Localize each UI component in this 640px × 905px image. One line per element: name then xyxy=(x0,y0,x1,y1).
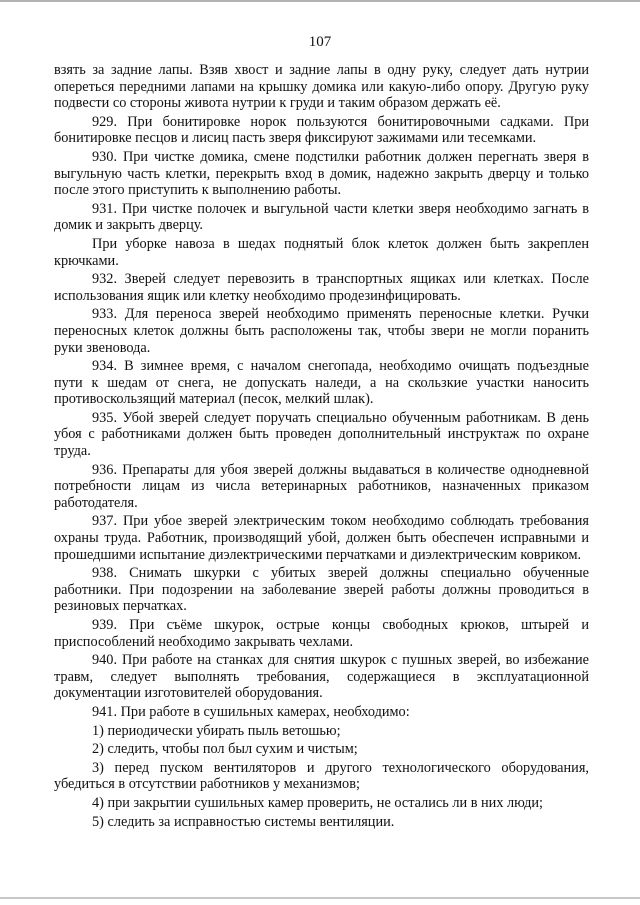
document-body xyxy=(54,62,589,832)
paragraph-932: 932. Зверей следует перевозить в транспортных ящиках или клетках. После использования ящик или клетку необходимо продезинфицировать. xyxy=(54,271,589,304)
paragraph-941: 941. При работе в сушильных камерах, необходимо: xyxy=(92,703,410,720)
paragraph-931: 931. При чистке полочек и выгульной части клетки зверя необходимо загнать в домик и закрыть дверцу. xyxy=(54,200,589,234)
paragraph-929: 929. При бонитировке норок пользуются бонитировочными садками. При бонитировке песцов и лисиц пасть зверя фиксируют зажимами или тесемками. xyxy=(54,113,589,147)
list-item-1: 1) периодически убирать пыль ветошью; xyxy=(92,722,341,739)
scan-edge-bottom xyxy=(0,897,640,899)
paragraph-930: 930. При чистке домика, смене подстилки работник должен перегнать зверя в выгульную часть клетки, перекрыть вход в домик, надежно закрыть дверцу и только после этого приступить к выполнению работы. xyxy=(54,148,589,199)
list-item-5: 5) следить за исправностью системы вентиляции. xyxy=(92,813,395,830)
paragraph-938: 938. Снимать шкурки с убитых зверей должны специально обученные работники. При подозрении на заболевание зверей работы должны проводиться в резиновых перчатках. xyxy=(54,565,589,615)
paragraph-936: 936. Препараты для убоя зверей должны выдаваться в количестве однодневной потребности лицам из числа ветеринарных работников, назначенных приказом работодателя. xyxy=(54,461,589,511)
paragraph-934: 934. В зимнее время, с началом снегопада, необходимо очищать подъездные пути к шедам от снега, не допускать наледи, а на скользкие участки наносить противоскользящий материал (песок, мелкий шлак). xyxy=(54,358,589,408)
paragraph-continuation: взять за задние лапы. Взяв хвост и задние лапы в одну руку, следует дать нутрии опереться передними лапами на крышку домика или какую-либо опору. Другую руку подвести со стороны живота нутрии к груди и таким образом держать её. xyxy=(54,62,589,112)
paragraph-931-note: При уборке навоза в шедах поднятый блок клеток должен быть закреплен крючками. xyxy=(54,235,589,269)
page-number: 107 xyxy=(308,34,332,50)
paragraph-937: 937. При убое зверей электрическим током необходимо соблюдать требования охраны труда. Работник, производящий убой, должен быть обеспечен исправными и прошедшими испытание диэлектрическими перчатками и диэлектрическим ковриком. xyxy=(54,513,589,563)
list-item-4: 4) при закрытии сушильных камер проверить, не остались ли в них люди; xyxy=(92,794,544,811)
paragraph-940: 940. При работе на станках для снятия шкурок с пушных зверей, во избежание травм, следует выполнять требования, содержащиеся в эксплуатационной документации изготовителей оборудования. xyxy=(54,652,589,702)
paragraph-935: 935. Убой зверей следует поручать специально обученным работникам. В день убоя с работниками должен быть проведен дополнительный инструктаж по охране труда. xyxy=(54,409,589,460)
paragraph-939: 939. При съёме шкурок, острые концы свободных крюков, штырей и приспособлений необходимо закрывать чехлами. xyxy=(54,617,589,650)
list-item-2: 2) следить, чтобы пол был сухим и чистым; xyxy=(92,741,358,758)
list-item-3: 3) перед пуском вентиляторов и другого технологического оборудования, убедиться в отсутствии работников у механизмов; xyxy=(54,759,589,793)
paragraph-933: 933. Для переноса зверей необходимо применять переносные клетки. Ручки переносных клеток должны быть расположены так, чтобы звери не могли поранить руки звеновода. xyxy=(54,306,589,356)
scan-edge-top xyxy=(0,0,640,2)
